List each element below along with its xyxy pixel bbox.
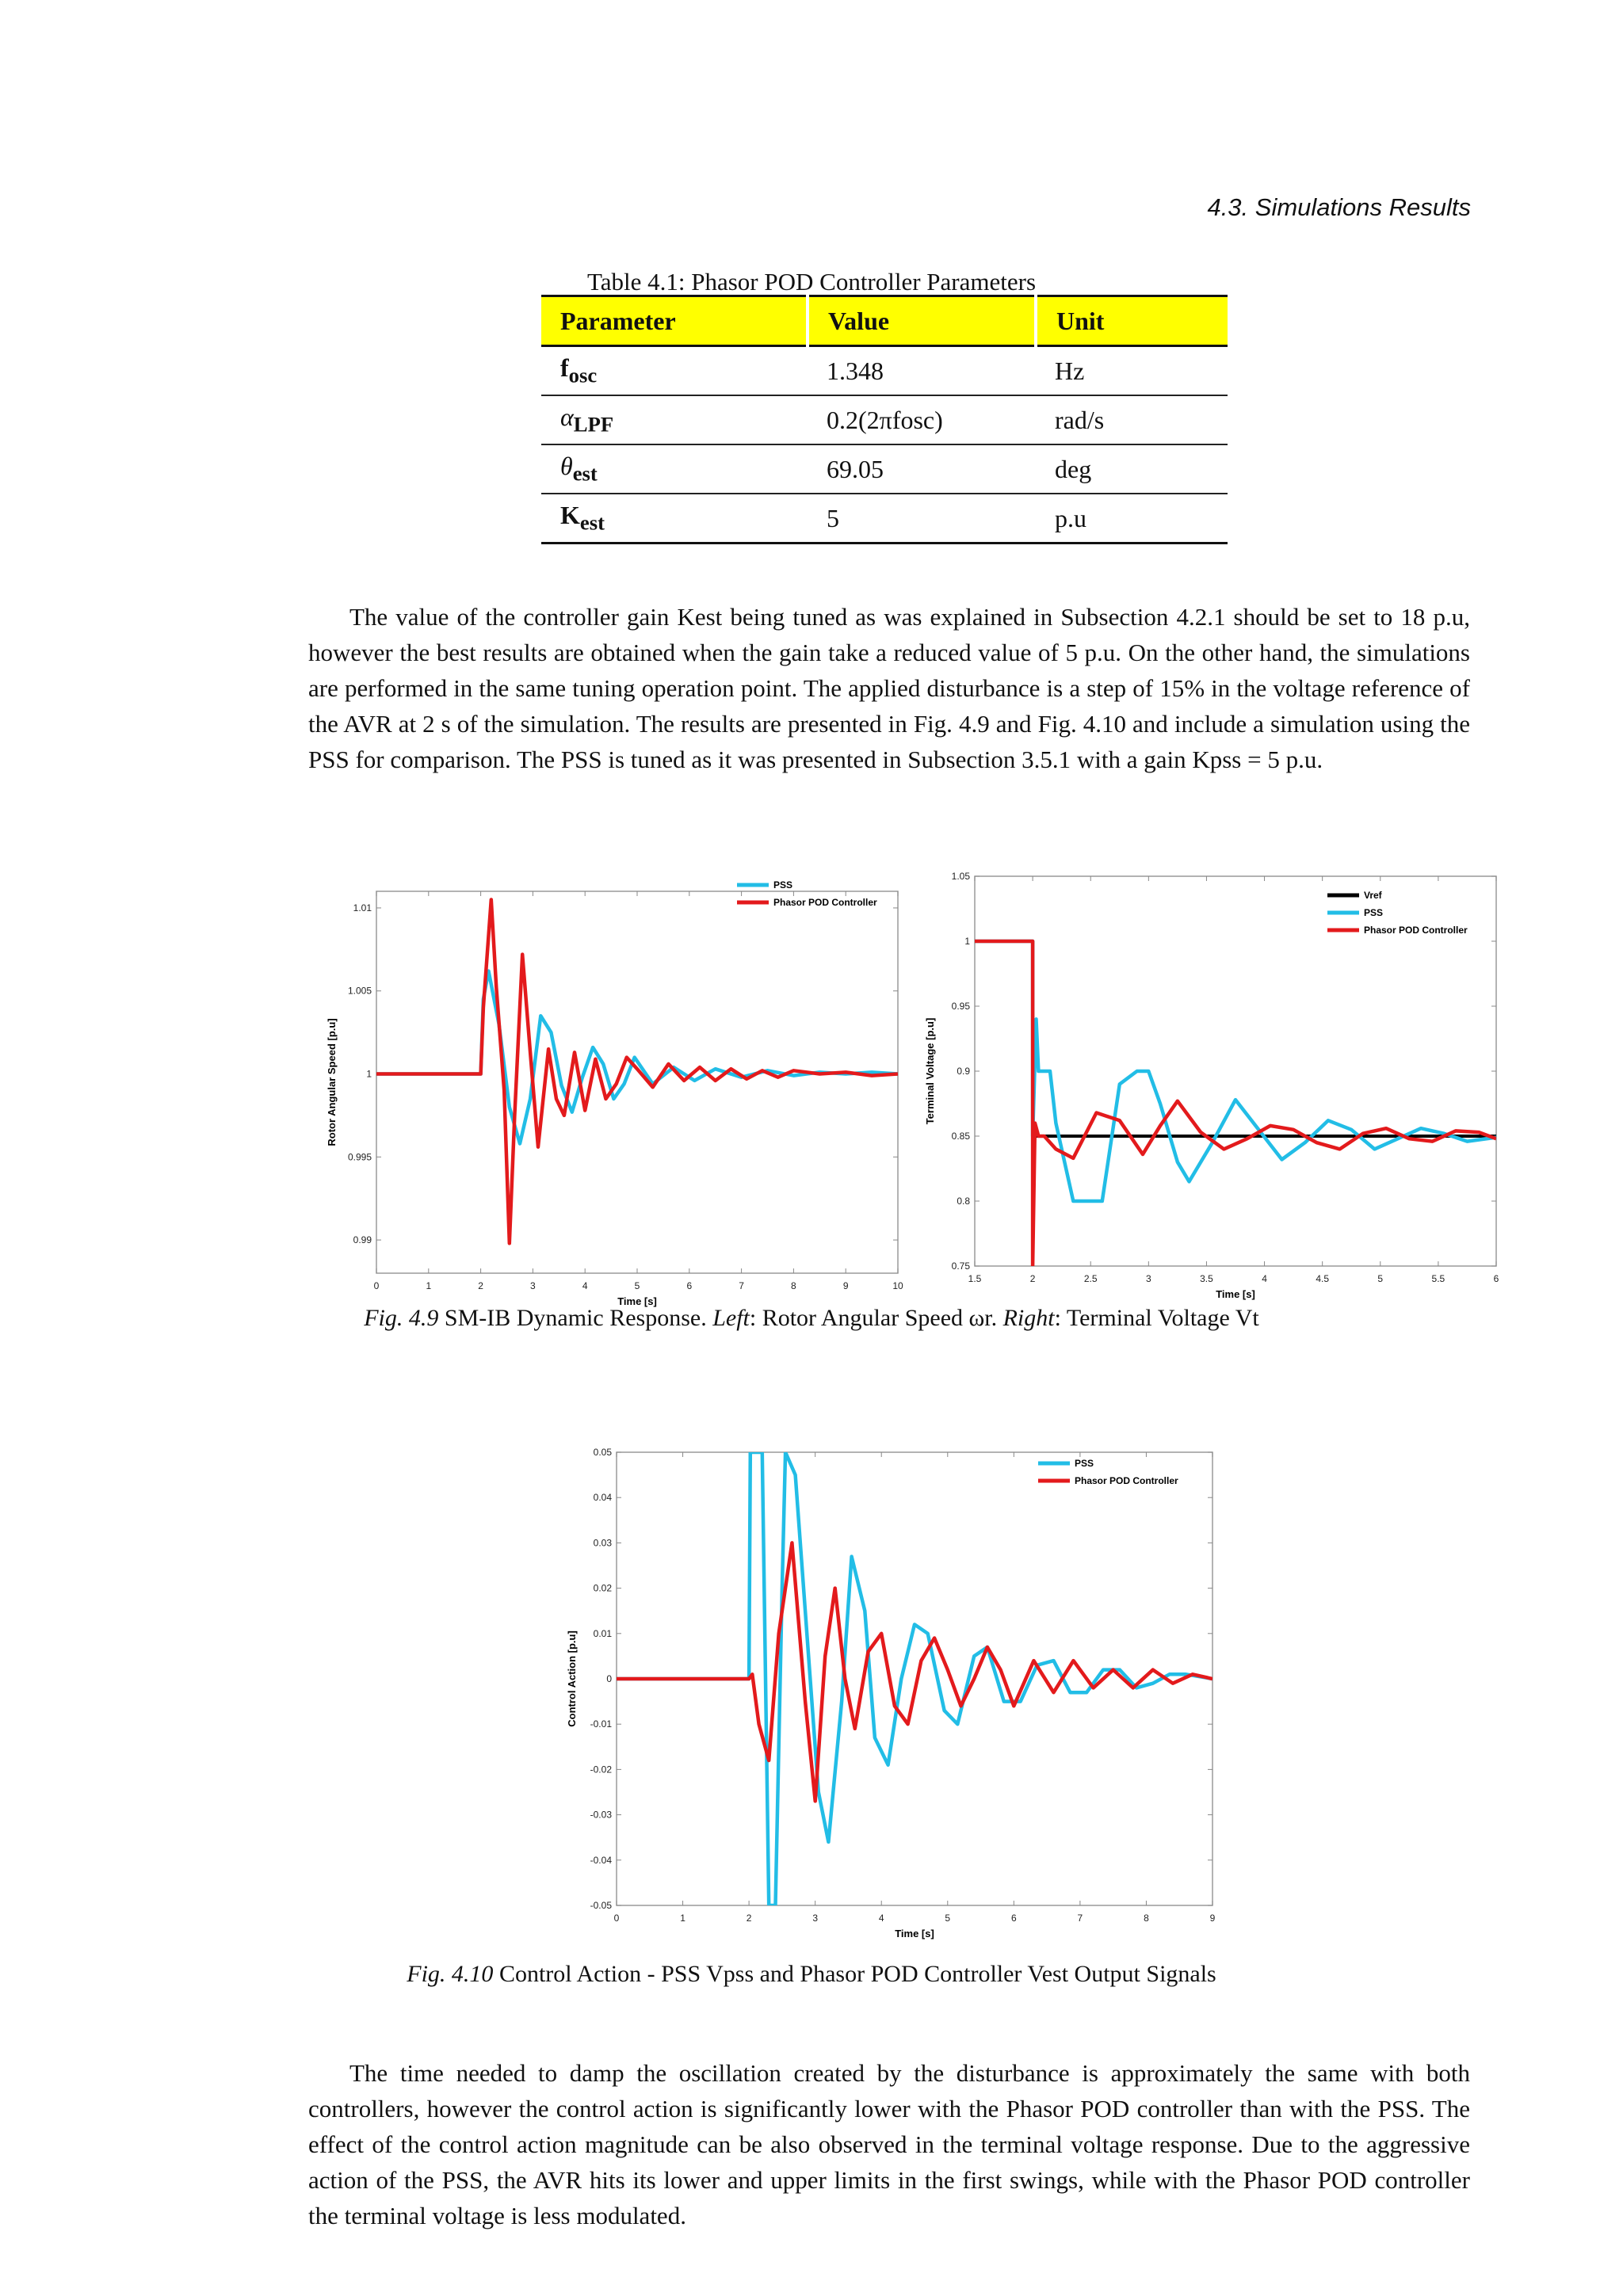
y-tick-label: 0.9	[957, 1066, 970, 1077]
y-axis-label: Control Action [p.u]	[566, 1630, 578, 1727]
param-symbol: θ	[560, 452, 573, 481]
fig49-text3: : Terminal Voltage Vt	[1054, 1305, 1259, 1331]
param-cell	[541, 494, 808, 543]
x-axis-label: Time [s]	[617, 1295, 657, 1307]
value-cell: 0.2(2πfosc)	[808, 395, 1036, 444]
y-tick-label: 0.85	[951, 1131, 970, 1142]
x-tick-label: 0	[373, 1280, 380, 1291]
x-tick-label: 8	[791, 1280, 796, 1291]
x-tick-label: 7	[739, 1280, 744, 1291]
value-cell: 5	[808, 494, 1036, 543]
y-tick-label: -0.03	[590, 1809, 612, 1821]
y-tick-label: 1.01	[353, 902, 372, 913]
unit-cell: p.u	[1036, 494, 1228, 543]
x-tick-label: 3	[812, 1913, 819, 1924]
fig49-right: Right	[1002, 1305, 1055, 1331]
paragraph-text: The time needed to damp the oscillation created by the disturbance is approximately the same with both controllers, however the control action is significantly lower with the Phasor POD controller than with the PSS. The effect of the control action magnitude can be also observed in the terminal voltage response. Due to the aggressive action of the PSS, the AVR hits its lower and upper limits in the first swings, while with the Phasor POD controller the terminal voltage is less modulated.	[308, 2059, 1470, 2229]
header-unit: Unit	[1036, 296, 1228, 346]
unit-cell: rad/s	[1036, 395, 1228, 444]
y-tick-label: 0.03	[593, 1537, 612, 1549]
param-cell	[541, 444, 808, 494]
table-row	[541, 346, 1228, 396]
y-axis-label: Rotor Angular Speed [p.u]	[326, 1018, 338, 1146]
fig49-label: Fig. 4.9	[364, 1305, 439, 1331]
x-tick-label: 1	[680, 1913, 685, 1924]
x-axis-label: Time [s]	[1216, 1288, 1255, 1300]
unit-cell: Hz	[1036, 346, 1228, 396]
value-cell: 69.05	[808, 444, 1036, 494]
x-tick-label: 5	[945, 1913, 951, 1924]
legend-label: PSS	[1364, 907, 1384, 918]
param-cell	[541, 346, 808, 396]
x-tick-label: 6	[686, 1280, 693, 1291]
y-tick-label: 0.04	[593, 1492, 612, 1504]
y-tick-label: -0.04	[590, 1854, 612, 1866]
table-row	[541, 444, 1228, 494]
fig410-text: Control Action - PSS Vpss and Phasor POD Controller Vest Output Signals	[493, 1961, 1216, 1987]
x-tick-label: 9	[842, 1280, 849, 1291]
running-head: 4.3. Simulations Results	[1207, 193, 1471, 221]
rotor-speed-chart	[321, 875, 911, 1307]
x-tick-label: 9	[1209, 1913, 1216, 1924]
y-tick-label: 0	[606, 1673, 612, 1684]
param-symbol: α	[560, 402, 574, 432]
table-row	[541, 494, 1228, 543]
y-tick-label: 1	[964, 936, 970, 947]
x-tick-label: 1	[426, 1280, 432, 1291]
param-symbol: f	[560, 353, 569, 383]
x-tick-label: 6	[1010, 1913, 1017, 1924]
param-subscript: est	[579, 510, 605, 535]
param-symbol: K	[560, 501, 580, 530]
x-axis-label: Time [s]	[895, 1928, 934, 1939]
x-tick-label: 4	[1262, 1273, 1267, 1284]
y-tick-label: 0.01	[593, 1627, 612, 1639]
x-tick-label: 3.5	[1200, 1273, 1213, 1284]
header-parameter: Parameter	[541, 296, 808, 346]
fig49-left: Left	[712, 1305, 750, 1331]
header-value: Value	[808, 296, 1036, 346]
table-row	[541, 395, 1228, 444]
y-tick-label: 1	[366, 1068, 372, 1080]
y-tick-label: 0.995	[347, 1151, 372, 1163]
x-tick-label: 2	[1029, 1273, 1036, 1284]
x-tick-label: 2	[746, 1913, 752, 1924]
y-tick-label: 0.75	[951, 1261, 970, 1272]
x-tick-label: 4	[878, 1913, 884, 1924]
legend-label: Vref	[1364, 890, 1382, 901]
y-axis-label: Terminal Voltage [p.u]	[924, 1017, 936, 1125]
fig410-caption	[0, 1961, 1623, 1988]
unit-cell: deg	[1036, 444, 1228, 494]
value-cell: 1.348	[808, 346, 1036, 396]
y-tick-label: 1.005	[347, 985, 372, 997]
x-tick-label: 3	[1145, 1273, 1151, 1284]
x-tick-label: 3	[530, 1280, 536, 1291]
table-header-row	[541, 296, 1228, 346]
paragraph-gain	[308, 599, 1470, 777]
legend-label: Phasor POD Controller	[1075, 1475, 1178, 1486]
x-tick-label: 6	[1493, 1273, 1499, 1284]
paragraph-text: The value of the controller gain Kest being tuned as was explained in Subsection 4.2.1 should be set to 18 p.u, however the best results are obtained when the gain take a reduced value of 5 p.u. On the other hand, the simulations are performed in the same tuning operation point. The applied disturbance is a step of 15% in the voltage reference of the AVR at 2 s of the simulation. The results are presented in Fig. 4.9 and Fig. 4.10 and include a simulation using the PSS for comparison. The PSS is tuned as it was presented in Subsection 3.5.1 with a gain Kpss = 5 p.u.	[308, 603, 1470, 773]
y-tick-label: 1.05	[951, 871, 970, 882]
x-tick-label: 7	[1077, 1913, 1083, 1924]
x-tick-label: 5	[1377, 1273, 1384, 1284]
y-tick-label: -0.02	[590, 1764, 612, 1775]
terminal-voltage-chart	[919, 871, 1510, 1307]
y-tick-label: 0.05	[593, 1447, 612, 1458]
param-cell	[541, 395, 808, 444]
x-tick-label: 1.5	[968, 1273, 982, 1284]
paragraph-conclusion	[308, 2055, 1470, 2233]
y-tick-label: -0.05	[590, 1900, 612, 1911]
fig49-caption	[0, 1305, 1623, 1332]
y-tick-label: -0.01	[590, 1718, 612, 1730]
legend-label: Phasor POD Controller	[773, 897, 877, 908]
plot-area	[376, 891, 898, 1273]
x-tick-label: 5	[634, 1280, 640, 1291]
x-tick-label: 10	[892, 1280, 903, 1291]
y-tick-label: 0.8	[957, 1196, 970, 1207]
y-tick-label: 0.99	[353, 1234, 372, 1246]
y-tick-label: 0.95	[951, 1001, 970, 1012]
x-tick-label: 0	[613, 1913, 620, 1924]
param-subscript: LPF	[573, 412, 614, 437]
x-tick-label: 2	[478, 1280, 483, 1291]
table-caption: Table 4.1: Phasor POD Controller Parameters	[586, 268, 1037, 296]
fig49-text1: SM-IB Dynamic Response.	[438, 1305, 713, 1331]
fig410-label: Fig. 4.10	[407, 1961, 494, 1987]
fig49-text2: : Rotor Angular Speed ωr.	[749, 1305, 1003, 1331]
x-tick-label: 2.5	[1083, 1273, 1098, 1284]
x-tick-label: 4.5	[1316, 1273, 1330, 1284]
param-subscript: osc	[568, 363, 598, 387]
param-subscript: est	[572, 461, 598, 486]
parameters-table	[541, 295, 1228, 544]
legend-label: PSS	[1075, 1458, 1094, 1469]
y-tick-label: 0.02	[593, 1582, 612, 1594]
control-action-chart	[555, 1446, 1228, 1953]
x-tick-label: 5.5	[1431, 1273, 1445, 1284]
x-tick-label: 8	[1144, 1913, 1149, 1924]
x-tick-label: 4	[582, 1280, 588, 1291]
legend-label: Phasor POD Controller	[1364, 925, 1468, 936]
legend-label: PSS	[773, 879, 793, 891]
